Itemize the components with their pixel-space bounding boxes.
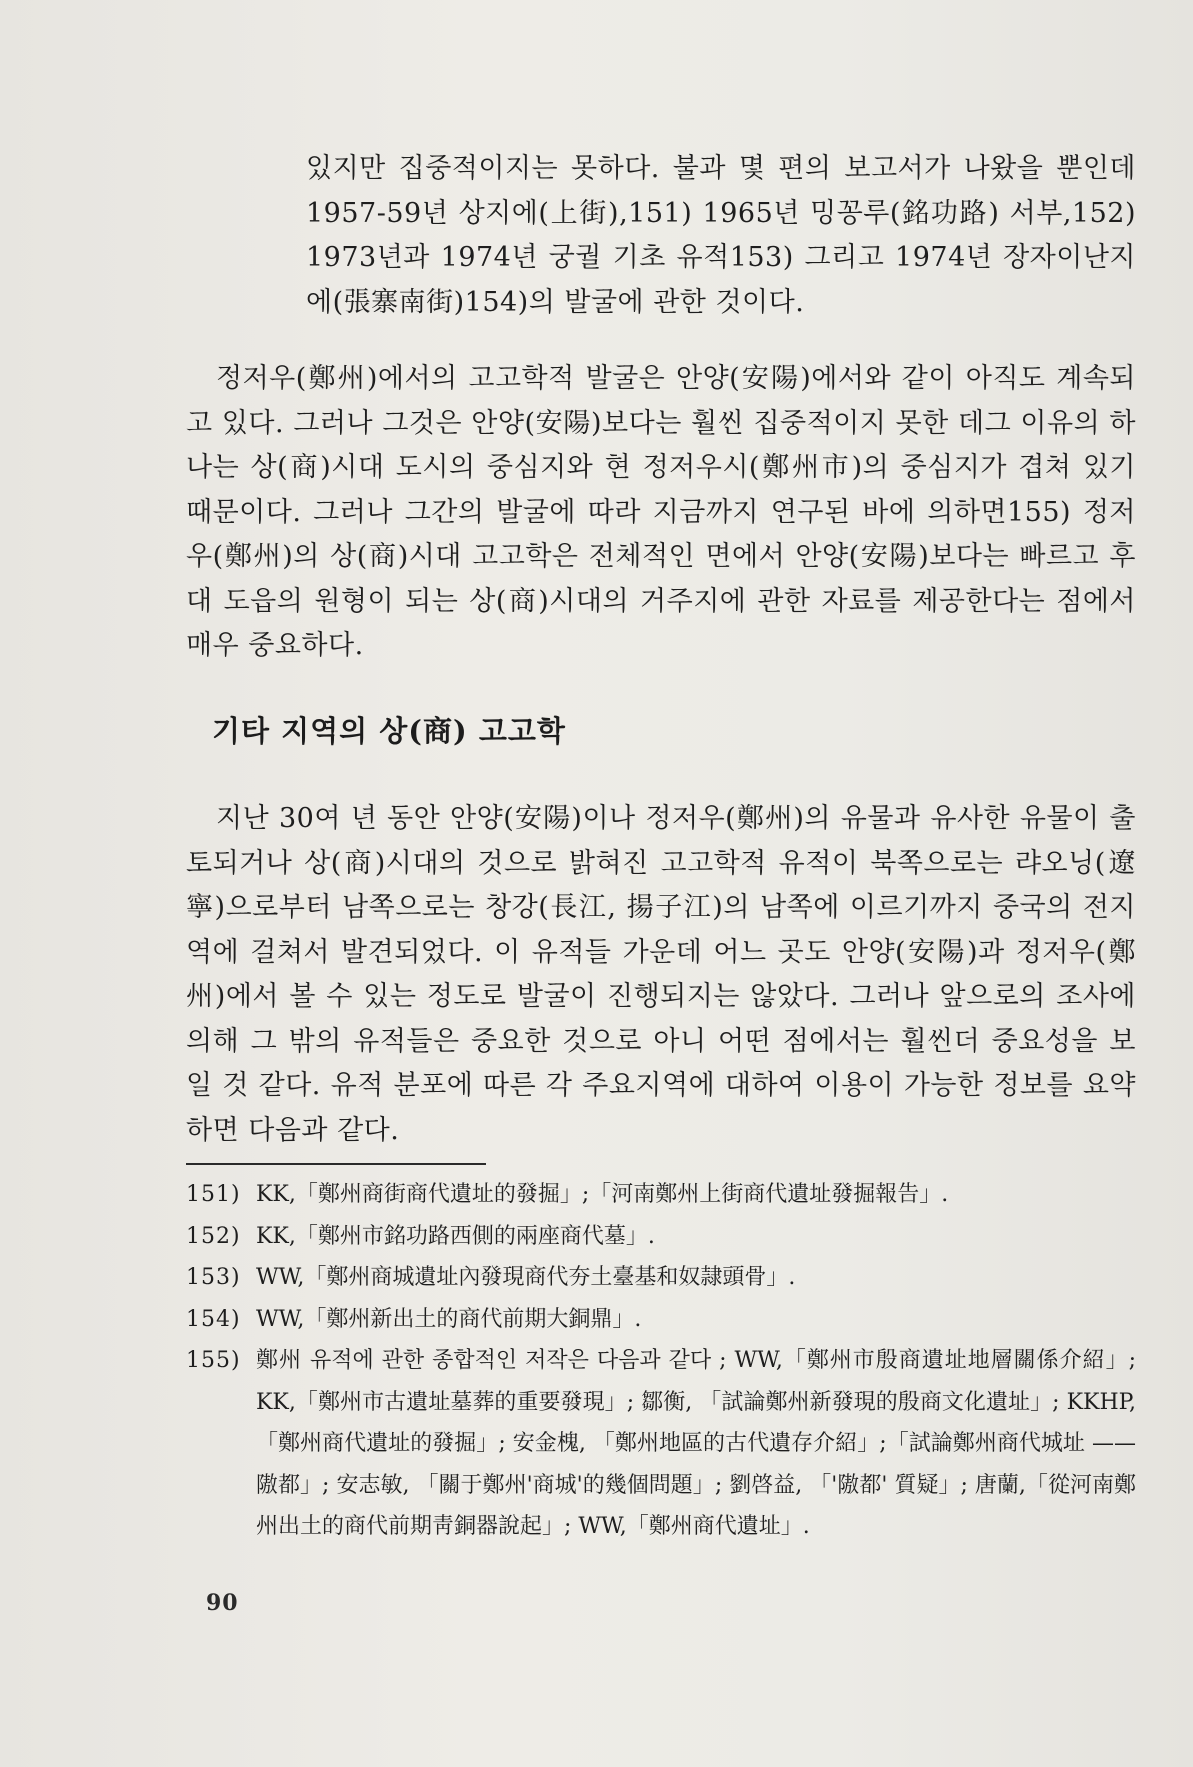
footnote-155 (186, 1340, 1136, 1548)
page-number: 90 (206, 1590, 239, 1616)
footnote-text: WW,「鄭州新出土的商代前期大銅鼎」. (256, 1306, 642, 1332)
footnote-154 (186, 1299, 1136, 1341)
footnote-divider (186, 1163, 486, 1165)
footnote-number: 153) (186, 1265, 241, 1290)
footnote-text: KK,「鄭州商街商代遺址的發掘」;「河南鄭州上街商代遺址發掘報告」. (256, 1182, 949, 1207)
footnote-text: 鄭州 유적에 관한 종합적인 저작은 다음과 같다 ; WW,「鄭州市殷商遺址地層關係介紹」; KK,「鄭州市古遺址墓葬的重要發現」; 鄒衡, 「試論鄭州新發現的殷商文化遺址」; KKHP,「鄭州商代遺址的發掘」; 安金槐, 「鄭州地區的古代遺存介紹」;「試論鄭州商代城址 —— 隞都」; 安志敏, 「關于鄭州'商城'的幾個問題」; 劉啓益, 「'隞都' 質疑」; 唐蘭,「從河南鄭州出土的商代前期靑銅器說起」; WW,「鄭州商代遺址」. (256, 1348, 1136, 1539)
footnote-text: KK,「鄭州市銘功路西側的兩座商代墓」. (256, 1223, 655, 1249)
footnote-151 (186, 1174, 1136, 1216)
section-heading: 기타 지역의 상(商) 고고학 (212, 714, 566, 748)
footnote-number: 155) (186, 1348, 241, 1373)
footnote-152 (186, 1216, 1136, 1258)
paragraph-other-regions: 지난 30여 년 동안 안양(安陽)이나 정저우(鄭州)의 유물과 유사한 유물이 출토되거나 상(商)시대의 것으로 밝혀진 고고학적 유적이 북쪽으로는 랴오닝(遼寧)으로부터 남쪽으로는 창강(長江, 揚子江)의 남쪽에 이르기까지 중국의 전지역에 걸쳐서 발견되었다. 이 유적들 가운데 어느 곳도 안양(安陽)과 정저우(鄭州)에서 볼 수 있는 정도로 발굴이 진행되지는 않았다. 그러나 앞으로의 조사에 의해 그 밖의 유적들은 중요한 것으로 아니 어떤 점에서는 훨씬더 중요성을 보일 것 같다. 유적 분포에 따른 각 주요지역에 대하여 이용이 가능한 정보를 요약하면 다음과 같다. (186, 803, 1136, 1146)
footnotes-list (186, 1174, 1136, 1548)
footnote-153 (186, 1257, 1136, 1299)
paragraph-continuation: 있지만 집중적이지는 못하다. 불과 몇 편의 보고서가 나왔을 뿐인데 1957-59년 상지에(上街),151) 1965년 밍꽁루(銘功路) 서부,152) 1973년과 1974년 궁궐 기초 유적153) 그리고 1974년 장자이난지에(張寨南街)154)의 발굴에 관한 것이다. (306, 153, 1136, 318)
footnote-text: WW,「鄭州商城遺址內發現商代夯土臺基和奴隷頭骨」. (256, 1265, 796, 1290)
footnote-number: 154) (186, 1306, 241, 1332)
footnote-number: 152) (186, 1223, 241, 1249)
paragraph-zhengzhou: 정저우(鄭州)에서의 고고학적 발굴은 안양(安陽)에서와 같이 아직도 계속되고 있다. 그러나 그것은 안양(安陽)보다는 훨씬 집중적이지 못한 데그 이유의 하나는 상(商)시대 도시의 중심지와 현 정저우시(鄭州市)의 중심지가 겹쳐 있기 때문이다. 그러나 그간의 발굴에 따라 지금까지 연구된 바에 의하면155) 정저우(鄭州)의 상(商)시대 고고학은 전체적인 면에서 안양(安陽)보다는 빠르고 후대 도읍의 원형이 되는 상(商)시대의 거주지에 관한 자료를 제공한다는 점에서 매우 중요하다. (186, 363, 1136, 661)
footnote-number: 151) (186, 1182, 241, 1207)
